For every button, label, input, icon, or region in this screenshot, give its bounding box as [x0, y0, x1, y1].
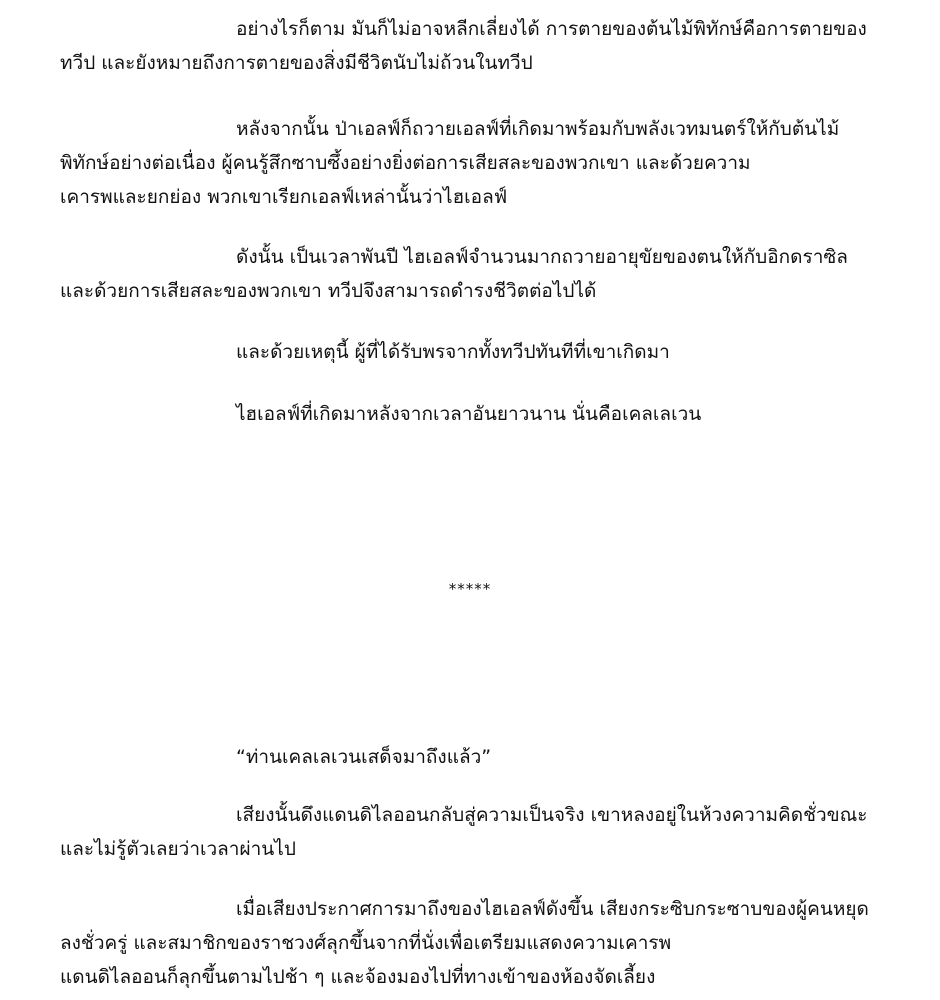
- paragraph-line: อย่างไรก็ตาม มันก็ไม่อาจหลีกเลี่ยงได้ การตายของต้นไม้พิทักษ์คือการตายของ: [236, 18, 867, 40]
- paragraph-line: หลังจากนั้น ป่าเอลฟ์ก็ถวายเอลฟ์ที่เกิดมาพร้อมกับพลังเวทมนตร์ให้กับต้นไม้: [236, 118, 840, 140]
- paragraph-line: แดนดิไลออนก็ลุกขึ้นตามไปช้า ๆ และจ้องมองไปที่ทางเข้าของห้องจัดเลี้ยง: [60, 966, 656, 988]
- paragraph-1: [60, 12, 890, 80]
- paragraph-line: ทวีป และยังหมายถึงการตายของสิ่งมีชีวิตนับไม่ถ้วนในทวีป: [60, 52, 533, 74]
- paragraph-line: ดังนั้น เป็นเวลาพันปี ไฮเอลฟ์จำนวนมากถวายอายุขัยของตนให้กับอิกดราซิล: [236, 246, 848, 268]
- paragraph-line: และด้วยเหตุนี้ ผู้ที่ได้รับพรจากทั้งทวีปทันทีที่เขาเกิดมา: [236, 341, 670, 363]
- paragraph-line: เสียงนั้นดึงแดนดิไลออนกลับสู่ความเป็นจริง เขาหลงอยู่ในห้วงความคิดชั่วขณะ: [236, 804, 868, 826]
- section-separator: *****: [448, 580, 492, 598]
- paragraph-7: [60, 798, 890, 866]
- paragraph-2: [60, 112, 890, 214]
- paragraph-5: [60, 397, 890, 431]
- paragraph-line: ไฮเอลฟ์ที่เกิดมาหลังจากเวลาอันยาวนาน นั่นคือเคลเลเวน: [236, 403, 702, 425]
- paragraph-line: พิทักษ์อย่างต่อเนื่อง ผู้คนรู้สึกซาบซึ้งอย่างยิ่งต่อการเสียสละของพวกเขา และด้วยความ: [60, 152, 751, 174]
- paragraph-line: “ท่านเคลเลเวนเสด็จมาถึงแล้ว”: [236, 746, 492, 768]
- paragraph-line: เมื่อเสียงประกาศการมาถึงของไฮเอลฟ์ดังขึ้น เสียงกระซิบกระซาบของผู้คนหยุด: [236, 898, 869, 920]
- paragraph-line: และไม่รู้ตัวเลยว่าเวลาผ่านไป: [60, 838, 296, 860]
- paragraph-6: [60, 740, 890, 774]
- paragraph-4: [60, 335, 890, 369]
- paragraph-8: [60, 892, 890, 994]
- paragraph-line: เคารพและยกย่อง พวกเขาเรียกเอลฟ์เหล่านั้นว่าไฮเอลฟ์: [60, 186, 508, 208]
- paragraph-line: และด้วยการเสียสละของพวกเขา ทวีปจึงสามารถดำรงชีวิตต่อไปได้: [60, 280, 597, 302]
- paragraph-line: ลงชั่วครู่ และสมาชิกของราชวงศ์ลุกขึ้นจากที่นั่งเพื่อเตรียมแสดงความเคารพ: [60, 932, 672, 954]
- paragraph-3: [60, 240, 890, 308]
